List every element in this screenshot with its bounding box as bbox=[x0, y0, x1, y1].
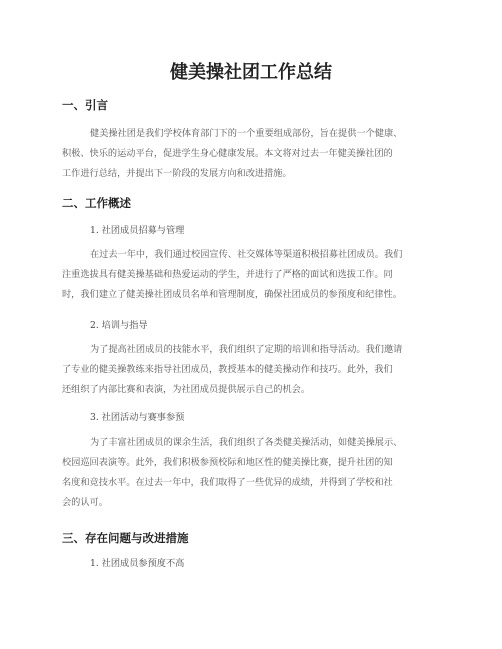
activities-paragraph bbox=[62, 433, 444, 513]
training-paragraph bbox=[62, 340, 444, 400]
item-label-activities: 3. 社团活动与赛事参预 bbox=[90, 412, 185, 423]
section-heading-intro: 一、引言 bbox=[62, 98, 108, 112]
paragraph-line: 积极、快乐的运动平台，促进学生身心健康发展。本文将对过去一年健美操社团的 bbox=[62, 148, 393, 159]
paragraph-line: 时，我们建立了健美操社团成员名单和管理制度，确保社团成员的参预度和纪律性。 bbox=[62, 289, 402, 300]
paragraph-line: 注重选拔具有健美操基础和热爱运动的学生，并进行了严格的面试和选拔工作。同 bbox=[62, 269, 393, 280]
section-heading-overview: 二、工作概述 bbox=[62, 196, 131, 210]
intro-paragraph bbox=[62, 124, 444, 184]
paragraph-line: 会的认可。 bbox=[62, 497, 108, 508]
paragraph-line: 了专业的健美操教练来指导社团成员，教授基本的健美操动作和技巧。此外，我们 bbox=[62, 364, 393, 375]
paragraph-line: 为了提高社团成员的技能水平，我们组织了定期的培训和指导活动。我们邀请 bbox=[90, 344, 403, 355]
section-heading-issues: 三、存在问题与改进措施 bbox=[62, 531, 189, 545]
paragraph-line: 在过去一年中，我们通过校园宣传、社交媒体等渠道积极招募社团成员。我们 bbox=[90, 249, 403, 260]
page-title: 健美操社团工作总结 bbox=[170, 62, 332, 83]
paragraph-line: 名度和竞技水平。在过去一年中，我们取得了一些优异的成绩，并得到了学校和社 bbox=[62, 477, 393, 488]
paragraph-line: 为了丰富社团成员的课余生活，我们组织了各类健美操活动，如健美操展示、 bbox=[90, 437, 403, 448]
item-label-recruitment: 1. 社团成员招募与管理 bbox=[90, 225, 185, 236]
paragraph-line: 还组织了内部比赛和表演，为社团成员提供展示自己的机会。 bbox=[62, 384, 311, 395]
recruitment-paragraph bbox=[62, 245, 444, 305]
item-label-participation: 1. 社团成员参预度不高 bbox=[90, 558, 185, 569]
paragraph-line: 校园巡回表演等。此外，我们积极参预校际和地区性的健美操比赛，提升社团的知 bbox=[62, 457, 393, 468]
item-label-training: 2. 培训与指导 bbox=[90, 320, 148, 331]
paragraph-line: 健美操社团是我们学校体育部门下的一个重要组成部份，旨在提供一个健康、 bbox=[90, 128, 403, 139]
paragraph-line: 工作进行总结，并提出下一阶段的发展方向和改进措施。 bbox=[62, 168, 292, 179]
